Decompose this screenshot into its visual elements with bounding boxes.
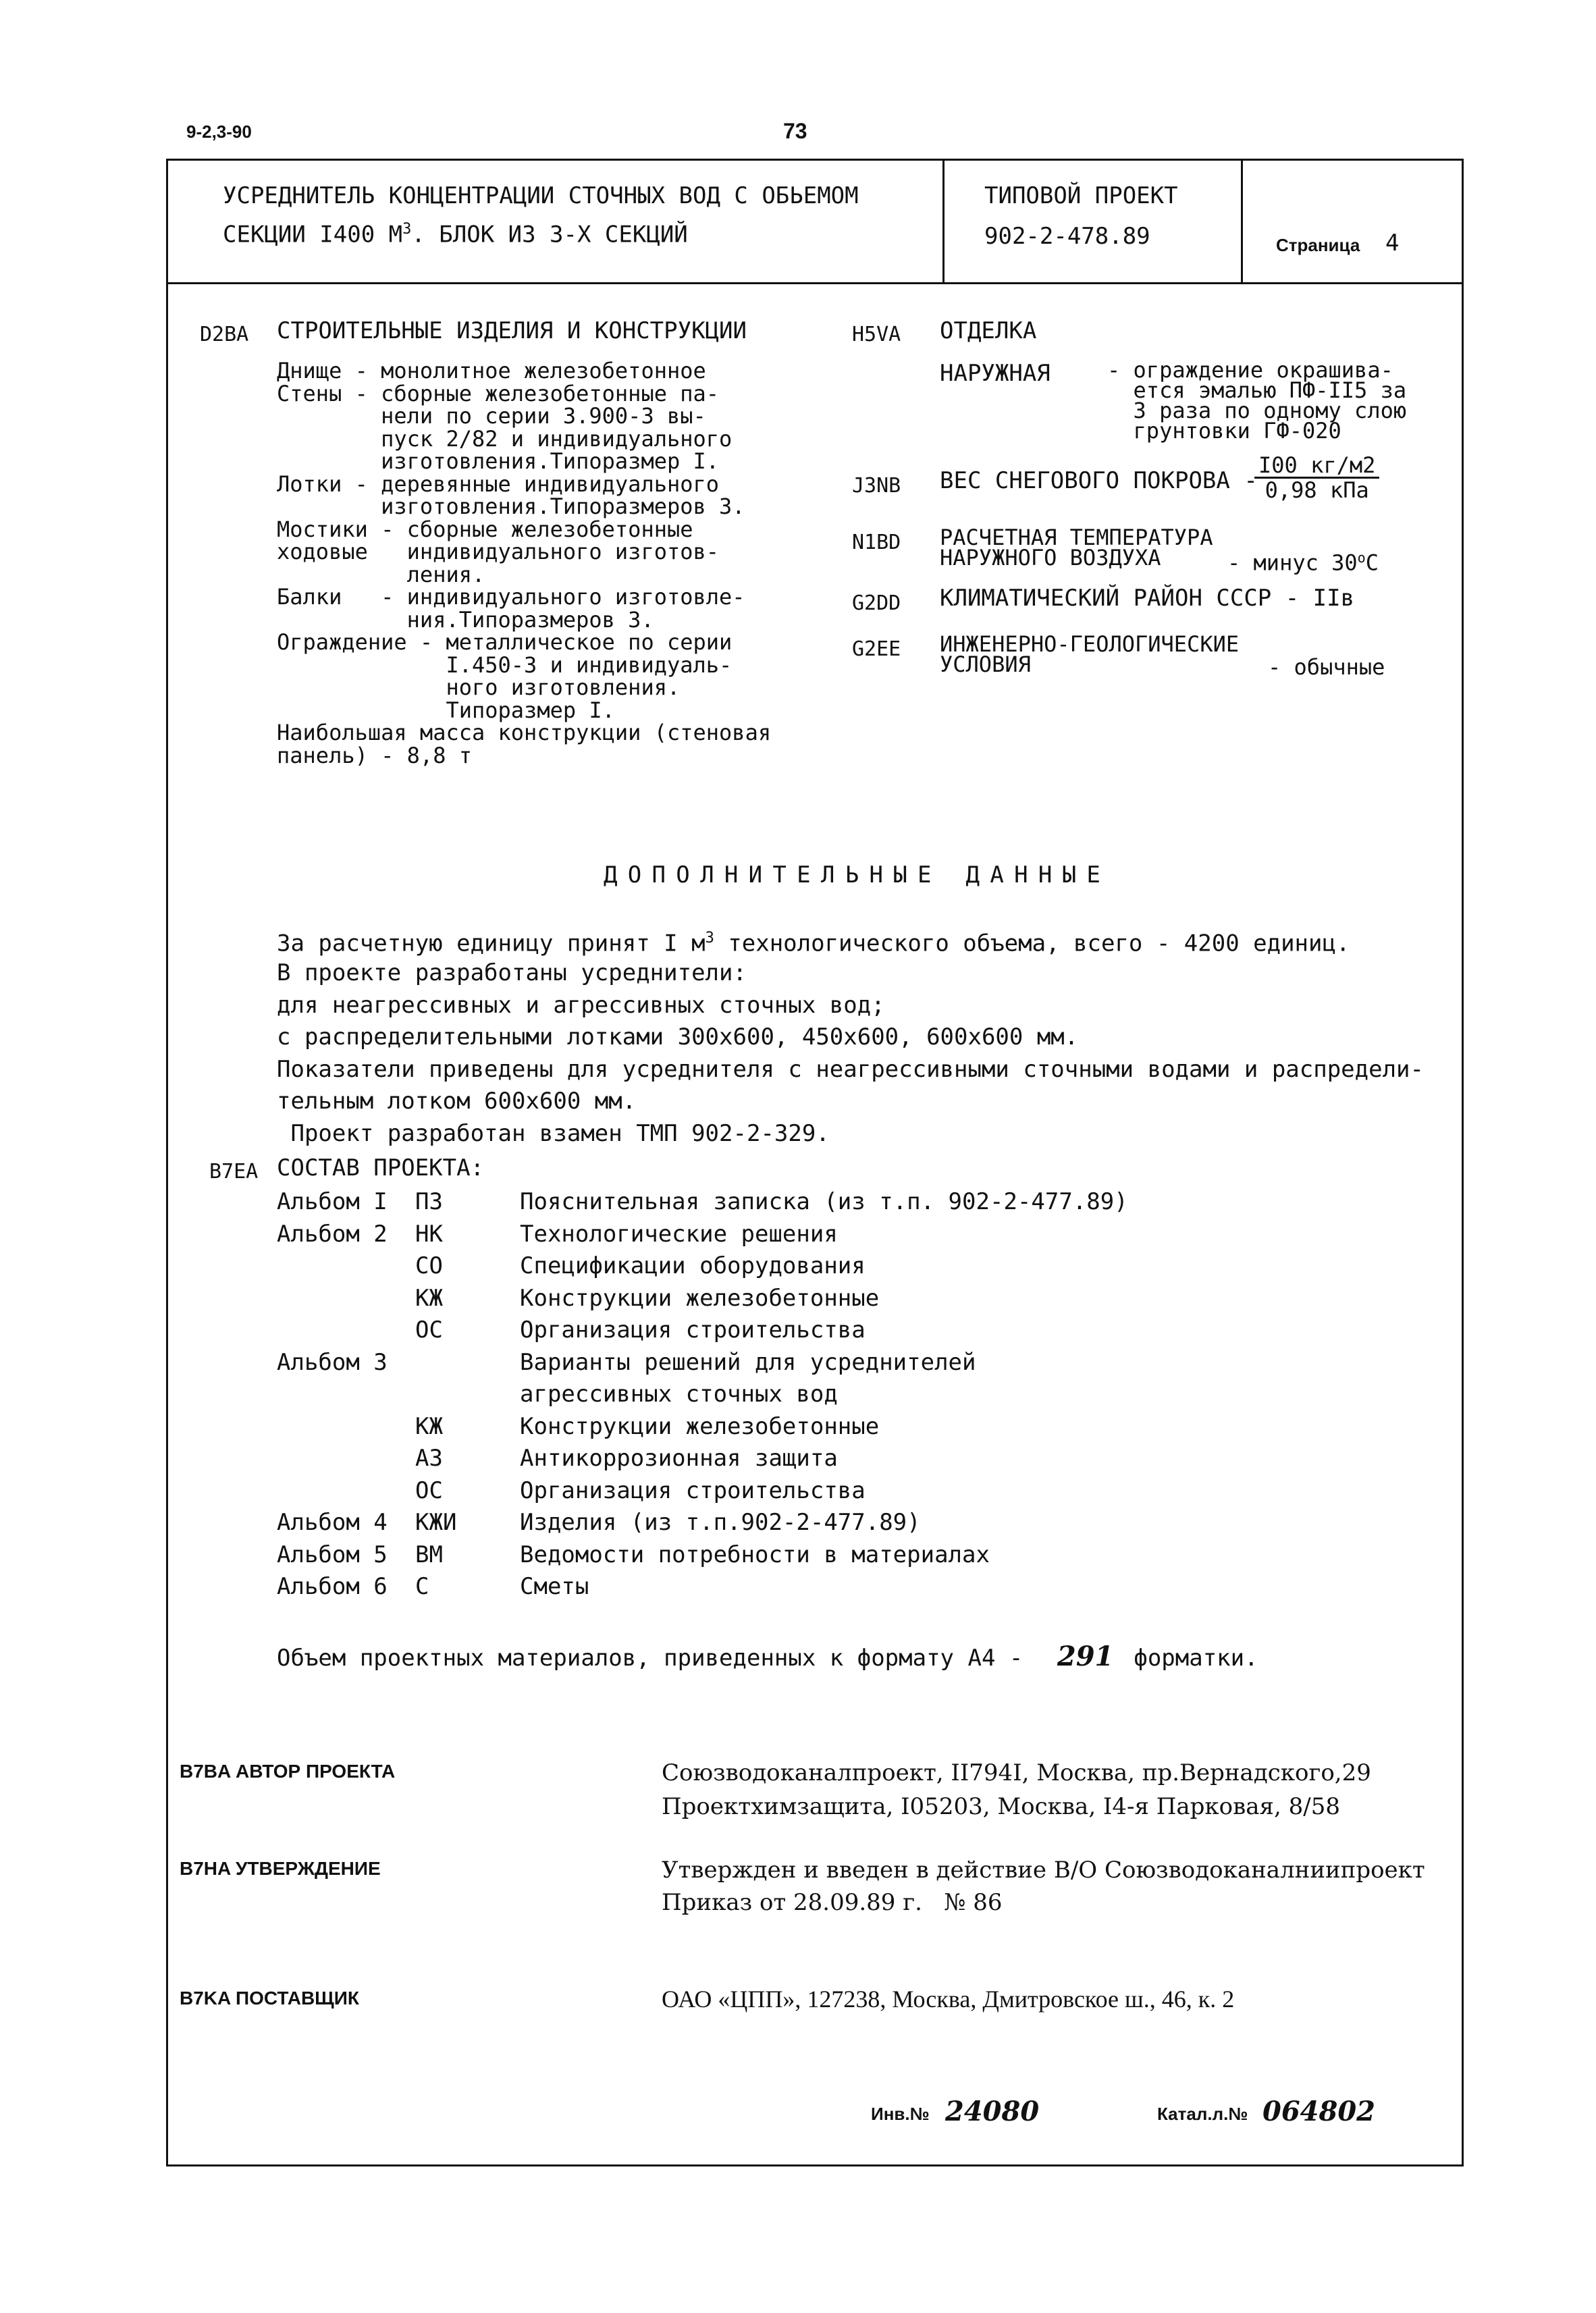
finish-line: грунтовки ГФ-020	[1107, 418, 1341, 444]
construction-line: панель) - 8,8 т	[277, 742, 472, 768]
construction-details	[277, 360, 771, 767]
album-label: Альбом 2	[277, 1220, 388, 1248]
snow-load-label: ВЕС СНЕГОВОГО ПОКРОВА -	[940, 467, 1258, 494]
page-value: 4	[1385, 230, 1400, 257]
album-content: Организация строительства	[520, 1317, 866, 1344]
section-code-geology: G2EE	[852, 637, 901, 661]
section-code-climate: G2DD	[852, 591, 901, 615]
catalog-value: 064802	[1262, 2096, 1375, 2127]
section-code-temperature: N1BD	[852, 531, 901, 554]
album-label: Альбом 4	[277, 1509, 388, 1536]
additional-data-title: ДОПОЛНИТЕЛЬНЫЕ ДАННЫЕ	[604, 861, 1111, 888]
album-mark: С	[415, 1573, 429, 1600]
supplier-line: ОАО «ЦПП», 127238, Москва, Дмитровское ш., 46, к. 2	[662, 1986, 1235, 2013]
page-number: 73	[783, 119, 807, 143]
construction-line: Мостики - сборные железобетонные	[277, 516, 693, 542]
construction-line: ния.Типоразмеров 3.	[277, 606, 654, 633]
approval-line-1: Утвержден и введен в действие В/О Союзводоканалниипроект	[662, 1857, 1425, 1884]
construction-line: Стены - сборные железобетонные па-	[277, 380, 720, 406]
album-content: Спецификации оборудования	[520, 1252, 866, 1279]
album-content: Сметы	[520, 1573, 589, 1600]
header-divider	[166, 282, 1464, 284]
temperature-label-1: РАСЧЕТНАЯ ТЕМПЕРАТУРА	[940, 525, 1213, 550]
album-content: Конструкции железобетонные	[520, 1412, 880, 1440]
project-label: ТИПОВОЙ ПРОЕКТ	[984, 182, 1178, 209]
project-number: 902-2-478.89	[984, 223, 1150, 250]
header-title-line2: СЕКЦИИ I400 $М^3$. БЛОК ИЗ 3-Х СЕКЦИЙ	[223, 221, 688, 248]
construction-line: Лотки - деревянные индивидуального	[277, 471, 720, 497]
section-code-snow: J3NB	[852, 474, 901, 498]
geology-value: - обычные	[1268, 654, 1385, 680]
volume-text: Объем проектных материалов, приведенных к формату А4 - 291 форматки.	[277, 1641, 1258, 1672]
construction-line: Ограждение - металлическое по серии	[277, 629, 733, 655]
section-code-composition: B7EA	[209, 1160, 259, 1184]
album-label: Альбом I	[277, 1188, 388, 1215]
construction-line: Днище - монолитное железобетонное	[277, 358, 706, 383]
geology-label-2: УСЛОВИЯ	[940, 652, 1031, 677]
construction-line: изготовления.Типоразмер I.	[277, 448, 720, 474]
construction-line: I.450-3 и индивидуаль-	[277, 652, 733, 678]
volume-value: 291	[1057, 1641, 1114, 1672]
album-mark: ВМ	[415, 1541, 443, 1568]
album-mark: КЖ	[415, 1412, 443, 1440]
climate-region: КЛИМАТИЧЕСКИЙ РАЙОН СССР - IIв	[940, 585, 1355, 612]
construction-title: СТРОИТЕЛЬНЫЕ ИЗДЕЛИЯ И КОНСТРУКЦИИ	[277, 317, 747, 344]
additional-line: Проект разработан взамен ТМП 902-2-329.	[277, 1119, 830, 1147]
finish-line: - ограждение окрашива-	[1107, 357, 1393, 383]
author-line-2: Проектхимзащита, I05203, Москва, I4-я Парковая, 8/58	[662, 1793, 1340, 1820]
album-content: Технологические решения	[520, 1220, 838, 1248]
additional-line: В проекте разработаны усреднители:	[277, 959, 747, 986]
album-mark: ПЗ	[415, 1188, 443, 1215]
construction-line: Наибольшая масса конструкции (стеновая	[277, 720, 772, 745]
album-label: Альбом 6	[277, 1573, 388, 1600]
album-label: Альбом 5	[277, 1541, 388, 1568]
finish-outer-label: НАРУЖНАЯ	[940, 360, 1050, 387]
album-content: агрессивных сточных вод	[520, 1381, 838, 1408]
album-content: Антикоррозионная защита	[520, 1445, 838, 1472]
author-label: B7BA АВТОР ПРОЕКТА	[180, 1761, 396, 1782]
additional-line: Показатели приведены для усреднителя с неагрессивными сточными водами и распредели-	[277, 1055, 1424, 1083]
album-mark: АЗ	[415, 1445, 443, 1472]
construction-line: ления.	[277, 561, 485, 587]
album-mark: ОС	[415, 1477, 443, 1504]
album-mark: СО	[415, 1252, 443, 1279]
header-divider-v2	[1241, 159, 1243, 284]
album-content: Варианты решений для усреднителей	[520, 1348, 976, 1376]
finish-line: 3 раза по одному слою	[1107, 398, 1407, 423]
additional-line: для неагрессивных и агрессивных сточных вод;	[277, 991, 885, 1019]
album-content: Ведомости потребности в материалах	[520, 1541, 990, 1568]
document-code: 9-2,3-90	[186, 122, 252, 142]
finish-line: ется эмалью ПФ-II5 за	[1107, 377, 1407, 403]
construction-line: ного изготовления.	[277, 674, 681, 700]
album-mark: НК	[415, 1220, 443, 1248]
temperature-label-2: НАРУЖНОГО ВОЗДУХА	[940, 545, 1161, 570]
catalog-label: Катал.л.№	[1157, 2104, 1248, 2124]
additional-line: с распределительными лотками 300х600, 450х600, 600х600 мм.	[277, 1023, 1079, 1051]
finish-outer-text	[1107, 357, 1407, 444]
supplier-label: B7KA ПОСТАВЩИК	[180, 1988, 359, 2009]
album-content: Пояснительная записка (из т.п. 902-2-477.89)	[520, 1188, 1128, 1215]
album-content: Организация строительства	[520, 1477, 866, 1504]
inventory-value: 24080	[945, 2096, 1040, 2127]
composition-title: СОСТАВ ПРОЕКТА:	[277, 1154, 485, 1181]
snow-load-value: $\frac{I00 кг/м2}{\text{0,98 кПа}}$	[1254, 454, 1379, 502]
section-code-construction: D2BA	[200, 323, 249, 346]
album-label: Альбом 3	[277, 1348, 388, 1376]
approval-line-2: Приказ от 28.09.89 г. № 86	[662, 1889, 1003, 1916]
construction-line: пуск 2/82 и индивидуального	[277, 425, 733, 452]
inventory-label: Инв.№	[871, 2104, 930, 2124]
additional-line: тельным лотком 600х600 мм.	[277, 1088, 637, 1115]
album-mark: ОС	[415, 1317, 443, 1344]
construction-line: Типоразмер I.	[277, 697, 615, 723]
additional-paragraph-1: За расчетную единицу принят I $м^3$ технологического объема, всего - 4200 единиц.	[277, 930, 1350, 957]
page-label: Страница	[1276, 235, 1360, 255]
construction-line: нели по серии 3.900-3 вы-	[277, 403, 706, 429]
header-divider-v1	[942, 159, 945, 284]
construction-line: ходовые индивидуального изготов-	[277, 539, 720, 564]
geology-label-1: ИНЖЕНЕРНО-ГЕОЛОГИЧЕСКИЕ	[940, 631, 1240, 657]
section-code-finish: H5VA	[852, 323, 901, 346]
header-title-line1: УСРЕДНИТЕЛЬ КОНЦЕНТРАЦИИ СТОЧНЫХ ВОД С ОБЬЕМОМ	[223, 182, 859, 209]
temperature-value: - минус $30^оС$	[1227, 550, 1379, 576]
construction-line: изготовления.Типоразмеров 3.	[277, 494, 745, 519]
album-content: Конструкции железобетонные	[520, 1284, 880, 1312]
approval-label: B7HA УТВЕРЖДЕНИЕ	[180, 1858, 381, 1879]
album-content: Изделия (из т.п.902-2-477.89)	[520, 1509, 921, 1536]
additional-lines	[277, 957, 1424, 1150]
author-line-1: Союзводоканалпроект, II794I, Москва, пр.Вернадского,29	[662, 1759, 1371, 1786]
album-mark: КЖИ	[415, 1509, 457, 1536]
album-mark: КЖ	[415, 1284, 443, 1312]
finish-title: ОТДЕЛКА	[940, 317, 1037, 344]
construction-line: Балки - индивидуального изготовле-	[277, 584, 745, 610]
